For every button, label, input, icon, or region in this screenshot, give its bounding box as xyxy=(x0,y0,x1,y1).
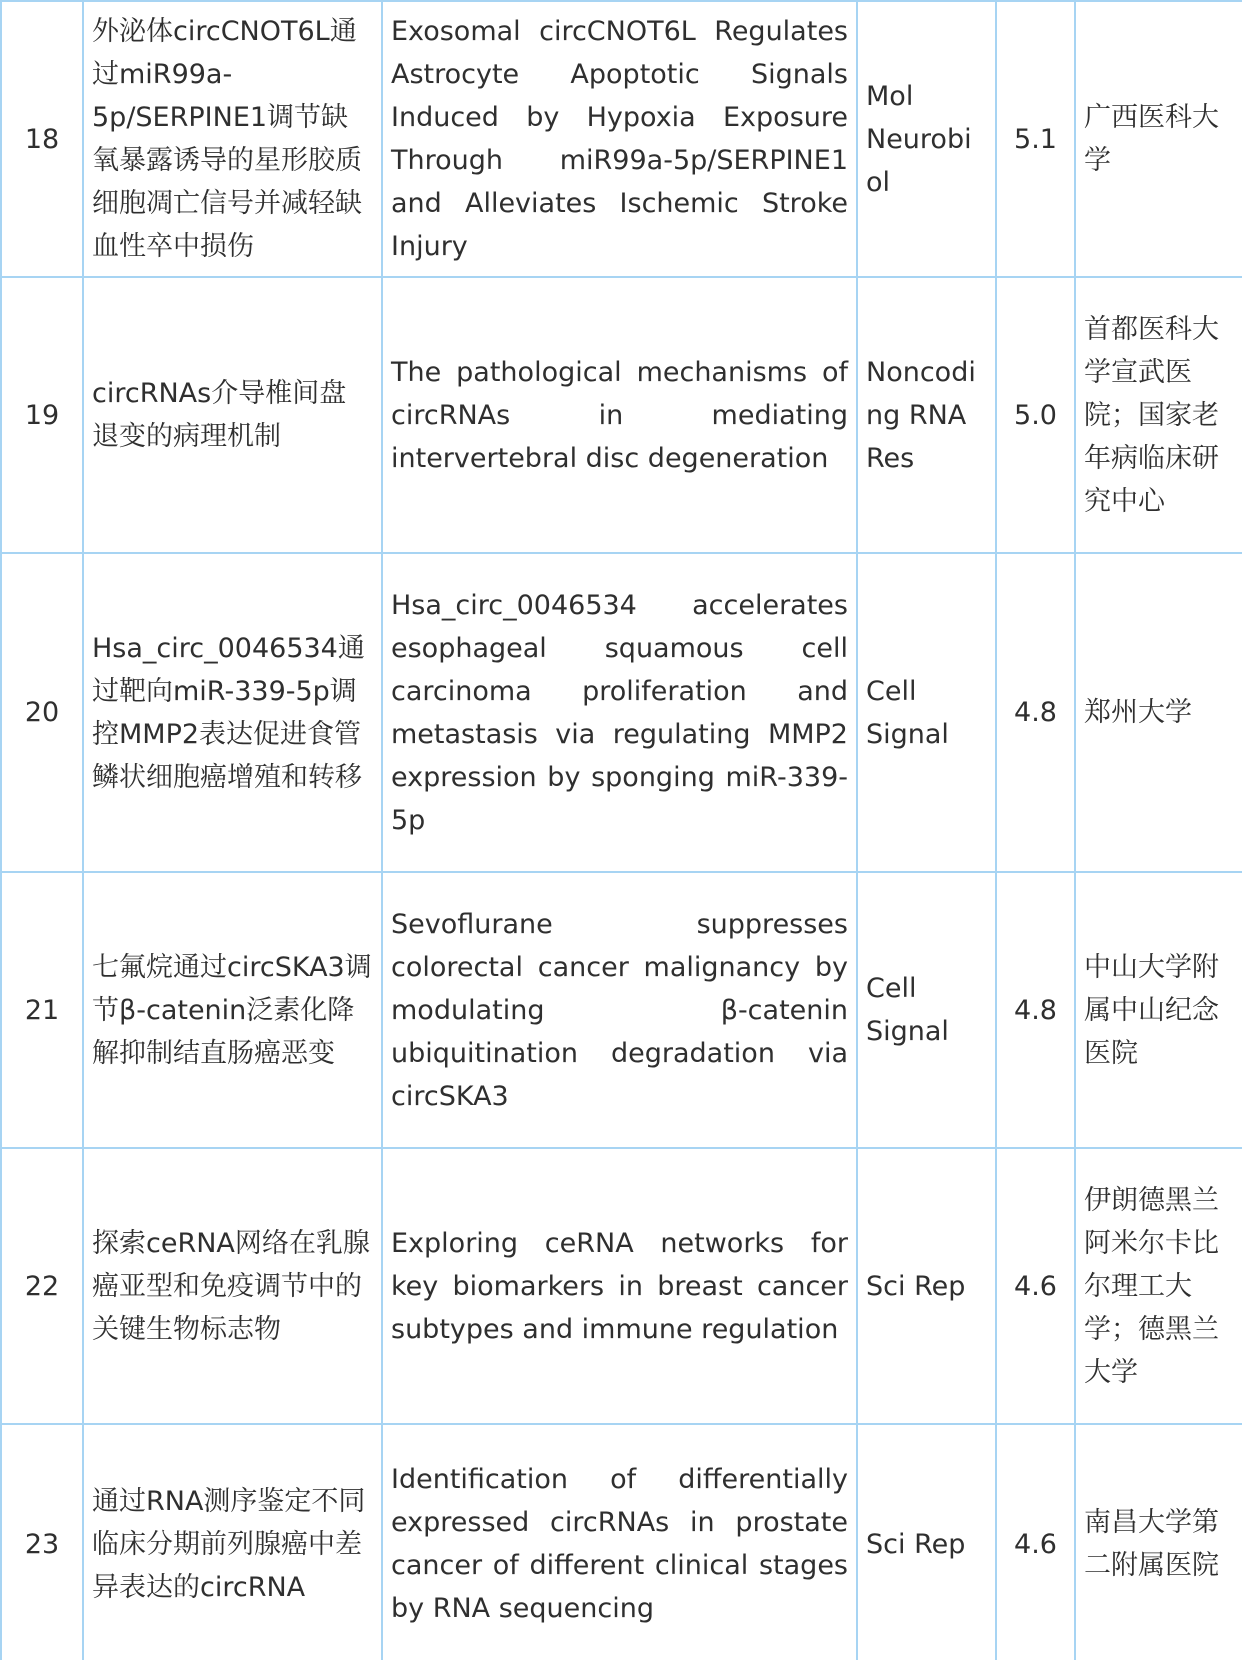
row-number: 18 xyxy=(1,1,83,277)
impact-factor: 4.8 xyxy=(996,553,1075,872)
table-row xyxy=(1,1148,1242,1424)
chinese-title: 外泌体circCNOT6L通过miR99a-5p/SERPINE1调节缺氧暴露诱导的星形胶质细胞凋亡信号并减轻缺血性卒中损伤 xyxy=(83,1,382,277)
table-row xyxy=(1,872,1242,1148)
table-row xyxy=(1,553,1242,872)
chinese-title: 通过RNA测序鉴定不同临床分期前列腺癌中差异表达的circRNA xyxy=(83,1424,382,1660)
institution: 广西医科大学 xyxy=(1075,1,1242,277)
impact-factor: 4.8 xyxy=(996,872,1075,1148)
row-number: 19 xyxy=(1,277,83,553)
impact-factor: 4.6 xyxy=(996,1424,1075,1660)
chinese-title: 七氟烷通过circSKA3调节β-catenin泛素化降解抑制结直肠癌恶变 xyxy=(83,872,382,1148)
impact-factor: 4.6 xyxy=(996,1148,1075,1424)
institution: 首都医科大学宣武医院；国家老年病临床研究中心 xyxy=(1075,277,1242,553)
journal-name: Mol Neurobiol xyxy=(857,1,996,277)
chinese-title: 探索ceRNA网络在乳腺癌亚型和免疫调节中的关键生物标志物 xyxy=(83,1148,382,1424)
chinese-title: circRNAs介导椎间盘退变的病理机制 xyxy=(83,277,382,553)
english-title: Exosomal circCNOT6L Regulates Astrocyte Apoptotic Signals Induced by Hypoxia Exposure Through miR99a-5p/SERPINE1 and Alleviates Ischemic Stroke Injury xyxy=(382,1,857,277)
table-row xyxy=(1,1424,1242,1660)
row-number: 21 xyxy=(1,872,83,1148)
english-title: Identification of differentially expressed circRNAs in prostate cancer of different clinical stages by RNA sequencing xyxy=(382,1424,857,1660)
row-number: 23 xyxy=(1,1424,83,1660)
english-title: Hsa_circ_0046534 accelerates esophageal squamous cell carcinoma proliferation and metastasis via regulating MMP2 expression by sponging miR-339-5p xyxy=(382,553,857,872)
table-row xyxy=(1,277,1242,553)
english-title: The pathological mechanisms of circRNAs in mediating intervertebral disc degeneration xyxy=(382,277,857,553)
institution: 中山大学附属中山纪念医院 xyxy=(1075,872,1242,1148)
institution: 伊朗德黑兰阿米尔卡比尔理工大学；德黑兰大学 xyxy=(1075,1148,1242,1424)
row-number: 22 xyxy=(1,1148,83,1424)
institution: 南昌大学第二附属医院 xyxy=(1075,1424,1242,1660)
journal-name: Noncoding RNA Res xyxy=(857,277,996,553)
english-title: Sevoflurane suppresses colorectal cancer malignancy by modulating β-catenin ubiquitination degradation via circSKA3 xyxy=(382,872,857,1148)
row-number: 20 xyxy=(1,553,83,872)
english-title: Exploring ceRNA networks for key biomarkers in breast cancer subtypes and immune regulation xyxy=(382,1148,857,1424)
journal-name: Cell Signal xyxy=(857,872,996,1148)
institution: 郑州大学 xyxy=(1075,553,1242,872)
journal-name: Cell Signal xyxy=(857,553,996,872)
impact-factor: 5.0 xyxy=(996,277,1075,553)
journal-name: Sci Rep xyxy=(857,1148,996,1424)
chinese-title: Hsa_circ_0046534通过靶向miR-339-5p调控MMP2表达促进食管鳞状细胞癌增殖和转移 xyxy=(83,553,382,872)
impact-factor: 5.1 xyxy=(996,1,1075,277)
journal-name: Sci Rep xyxy=(857,1424,996,1660)
table-row xyxy=(1,1,1242,277)
